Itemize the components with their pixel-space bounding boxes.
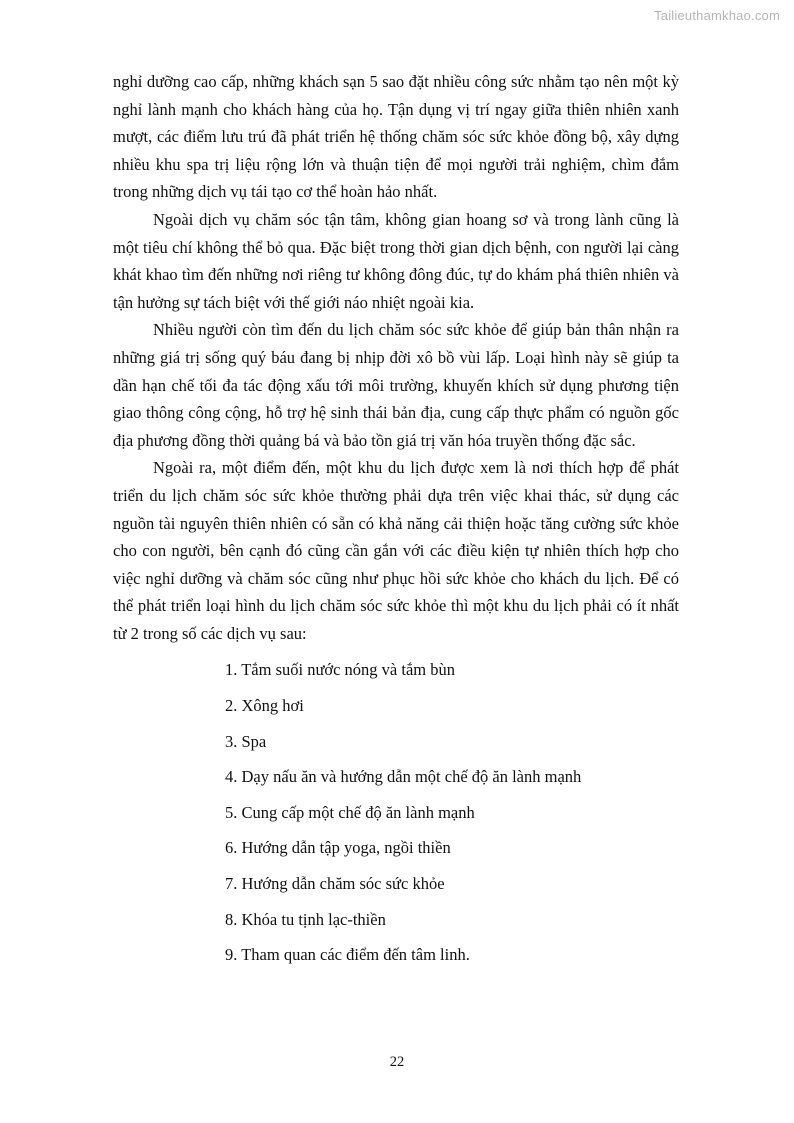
paragraph-continuation: nghỉ dưỡng cao cấp, những khách sạn 5 sao đặt nhiều công sức nhằm tạo nên một kỳ nghỉ lành mạnh cho khách hàng của họ. Tận dụng vị trí ngay giữa thiên nhiên xanh mượt, các điểm lưu trú đã phát triển hệ thống chăm sóc sức khỏe đồng bộ, xây dựng nhiều khu spa trị liệu rộng lớn và thuận tiện để mọi người trải nghiệm, chìm đắm trong những dịch vụ tái tạo cơ thể hoàn hảo nhất. (113, 72, 679, 202)
list-item: 9. Tham quan các điểm đến tâm linh. (225, 945, 470, 965)
list-item: 5. Cung cấp một chế độ ăn lành mạnh (225, 802, 475, 822)
watermark-site-label: Tailieuthamkhao.com (654, 8, 780, 23)
list-item: 2. Xông hơi (225, 696, 304, 716)
services-list (113, 656, 679, 968)
list-item: 1. Tắm suối nước nóng và tắm bùn (225, 660, 456, 680)
list-item: 4. Dạy nấu ăn và hướng dẫn một chế độ ăn lành mạnh (225, 767, 582, 787)
paragraph: Ngoài ra, một điểm đến, một khu du lịch được xem là nơi thích hợp để phát triển du lịch chăm sóc sức khỏe thường phải dựa trên việc khai thác, sử dụng các nguồn tài nguyên thiên nhiên có sẵn có khả năng cải thiện hoặc tăng cường sức khỏe cho con người, bên cạnh đó cũng cần gắn với các điều kiện tự nhiên thích hợp cho việc nghỉ dưỡng và chăm sóc cũng như phục hồi sức khỏe cho khách du lịch. Để có thể phát triển loại hình du lịch chăm sóc sức khỏe thì một khu du lịch phải có ít nhất từ 2 trong số các dịch vụ sau: (113, 458, 679, 643)
page-number: 22 (389, 1054, 405, 1070)
document-body (113, 68, 679, 977)
list-item: 6. Hướng dẫn tập yoga, ngồi thiền (225, 838, 451, 858)
list-item: 7. Hướng dẫn chăm sóc sức khỏe (225, 874, 445, 894)
paragraph: Ngoài dịch vụ chăm sóc tận tâm, không gian hoang sơ và trong lành cũng là một tiêu chí không thể bỏ qua. Đặc biệt trong thời gian dịch bệnh, con người lại càng khát khao tìm đến những nơi riêng tư không đông đúc, tự do khám phá thiên nhiên và tận hưởng sự tách biệt với thế giới náo nhiệt ngoài kia. (113, 209, 679, 312)
paragraph: Nhiều người còn tìm đến du lịch chăm sóc sức khỏe để giúp bản thân nhận ra những giá trị sống quý báu đang bị nhịp đời xô bồ vùi lấp. Loại hình này sẽ giúp ta dần hạn chế tối đa tác động xấu tới môi trường, khuyến khích sử dụng phương tiện giao thông công cộng, hỗ trợ hệ sinh thái bản địa, cung cấp thực phẩm có nguồn gốc địa phương đồng thời quảng bá và bảo tồn giá trị văn hóa truyền thống đặc sắc. (113, 320, 679, 450)
list-item: 8. Khóa tu tịnh lạc-thiền (225, 909, 386, 929)
list-item: 3. Spa (225, 731, 267, 751)
